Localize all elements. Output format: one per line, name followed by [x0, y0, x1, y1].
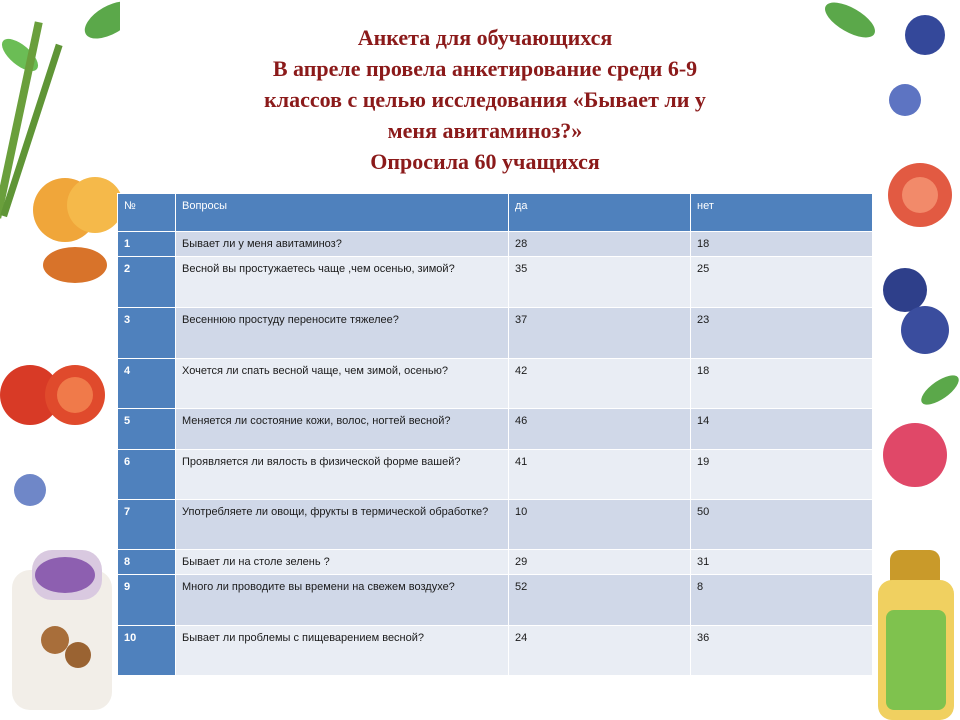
row-question: Весной вы простужаетесь чаще ,чем осенью, зимой?: [176, 257, 509, 308]
row-yes: 41: [509, 450, 691, 500]
row-question: Бывает ли проблемы с пищеварением весной?: [176, 626, 509, 676]
row-yes: 24: [509, 626, 691, 676]
row-yes: 28: [509, 232, 691, 257]
row-no: 8: [691, 575, 873, 626]
blueberry-decoration: [10, 470, 50, 510]
table-row: [118, 500, 873, 550]
table-row: [118, 308, 873, 359]
row-no: 50: [691, 500, 873, 550]
row-number: 3: [118, 308, 176, 359]
row-question: Весеннюю простуду переносите тяжелее?: [176, 308, 509, 359]
title-line-3: классов с целью исследования «Бывает ли у: [264, 87, 706, 112]
row-no: 31: [691, 550, 873, 575]
jar-decoration: [0, 530, 120, 720]
title-line-1: Анкета для обучающихся: [357, 25, 613, 50]
row-no: 36: [691, 626, 873, 676]
row-number: 5: [118, 409, 176, 450]
blueberries-right-decoration: [870, 260, 960, 370]
table-row: [118, 409, 873, 450]
row-no: 23: [691, 308, 873, 359]
juice-bottle-decoration: [872, 540, 960, 720]
table-row: [118, 550, 873, 575]
apricot-decoration: [20, 165, 130, 295]
row-no: 18: [691, 359, 873, 409]
row-number: 8: [118, 550, 176, 575]
row-question: Меняется ли состояние кожи, волос, ногтей весной?: [176, 409, 509, 450]
row-yes: 37: [509, 308, 691, 359]
table-row: [118, 450, 873, 500]
row-number: 9: [118, 575, 176, 626]
table-row: [118, 359, 873, 409]
raspberry-decoration: [870, 370, 960, 510]
row-question: Много ли проводите вы времени на свежем воздухе?: [176, 575, 509, 626]
header-number: №: [118, 194, 176, 232]
row-number: 7: [118, 500, 176, 550]
row-number: 1: [118, 232, 176, 257]
row-number: 4: [118, 359, 176, 409]
row-number: 2: [118, 257, 176, 308]
title-line-5: Опросила 60 учащихся: [370, 149, 600, 174]
blueberries-top-decoration: [820, 0, 960, 140]
row-yes: 10: [509, 500, 691, 550]
title-line-4: меня авитаминоз?»: [387, 118, 583, 143]
row-yes: 29: [509, 550, 691, 575]
row-question: Бывает ли у меня авитаминоз?: [176, 232, 509, 257]
table-header-row: [118, 194, 873, 232]
row-yes: 35: [509, 257, 691, 308]
row-number: 6: [118, 450, 176, 500]
table-row: [118, 257, 873, 308]
table-row: [118, 626, 873, 676]
tomato-decoration: [0, 340, 110, 460]
header-yes: да: [509, 194, 691, 232]
header-questions: Вопросы: [176, 194, 509, 232]
row-number: 10: [118, 626, 176, 676]
row-no: 19: [691, 450, 873, 500]
row-question: Бывает ли на столе зелень ?: [176, 550, 509, 575]
row-question: Употребляете ли овощи, фрукты в термической обработке?: [176, 500, 509, 550]
leaves-decoration: [0, 0, 120, 220]
row-no: 18: [691, 232, 873, 257]
row-question: Проявляется ли вялость в физической форме вашей?: [176, 450, 509, 500]
row-yes: 46: [509, 409, 691, 450]
title-line-2: В апреле провела анкетирование среди 6-9: [272, 56, 698, 81]
table-row: [118, 232, 873, 257]
row-no: 25: [691, 257, 873, 308]
row-no: 14: [691, 409, 873, 450]
tomatoes-right-decoration: [880, 150, 960, 250]
row-question: Хочется ли спать весной чаще, чем зимой, осенью?: [176, 359, 509, 409]
table-row: [118, 575, 873, 626]
header-no: нет: [691, 194, 873, 232]
row-yes: 52: [509, 575, 691, 626]
survey-table: [117, 193, 873, 676]
slide-title: [190, 22, 780, 177]
row-yes: 42: [509, 359, 691, 409]
